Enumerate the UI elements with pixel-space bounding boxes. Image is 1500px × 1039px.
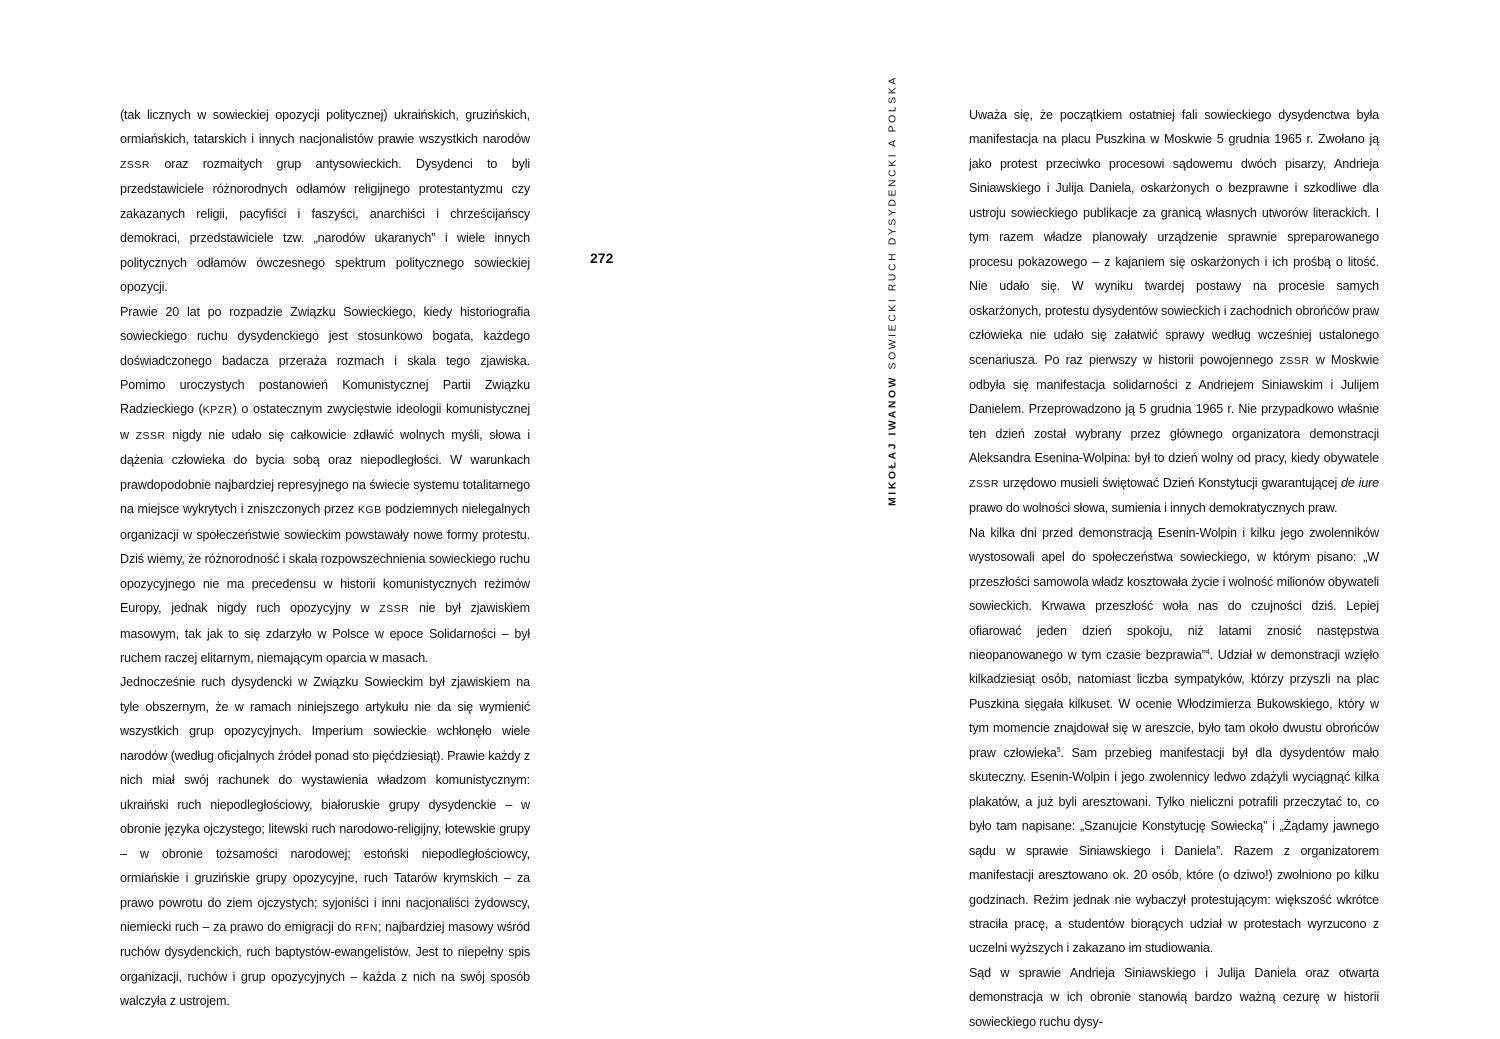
text-run: (tak licznych w sowieckiej opozycji politycznej) ukraińskich, gruzińskich, ormiańskich, tatarskich i innych nacjonalistów prawie wszystkich narodów	[120, 108, 530, 147]
text-run: nie był zjawiskiem masowym, tak jak to się zdarzyło w Polsce w epoce Solidarności – był ruchem raczej elitarnym, niemającym oparcia w masach.	[120, 601, 530, 665]
abbreviation: RFN	[354, 921, 378, 934]
paragraph	[120, 670, 530, 1013]
text-run: ) o ostatecznym zwycięstwie ideologii komunistycznej w	[120, 402, 530, 442]
abbreviation: ZSSR	[120, 158, 151, 171]
abbreviation: KGB	[357, 504, 382, 517]
abbreviation: ZSSR	[379, 603, 410, 616]
text-run: urzędowo musieli świętować Dzień Konstytucji gwarantującej	[999, 475, 1341, 490]
footnote-marker: 4	[1205, 648, 1210, 656]
text-run: Jednocześnie ruch dysydencki w Związku Sowieckim był zjawiskiem na tyle obszernym, że w ramach niniejszego artykułu nie da się wymienić wszystkich grup opozycyjnych. Imperium sowieckie wchłonęło wiele narodów (według oficjalnych źródeł ponad sto pięćdziesiąt). Prawie każdy z nich miał swój rachunek do wystawienia władzom komunistycznym: ukraiński ruch niepodległościowy, białoruskie grupy dysydenckie – w obronie języka ojczystego; litewski ruch narodowo-religijny, łotewskie grupy – w obronie tożsamości narodowej; estoński niepodległościowcy, ormiańskie i gruzińskie grupy opozycyjne, ruch Tatarów krymskich – za prawo powrotu do ziem ojczystych; syjoniści i inni nacjonaliści żydowscy, niemiecki ruch – za prawo do emigracji do	[120, 675, 530, 934]
text-run: . Udział w demonstracji wzięło kilkadziesiąt osób, natomiast liczba sympatyków, którzy przyszli na plac Puszkina sięgała kilkuset. W ocenie Włodzimierza Bukowskiego, który w tym momencie znajdował się w areszcie, było tam około dwustu obrońców praw człowieka	[969, 647, 1379, 760]
text-run: w Moskwie odbyła się manifestacja solidarności z Andriejem Siniawskim i Julijem Danielem. Przeprowadzono ją 5 grudnia 1965 r. Nie przypadkowo właśnie ten dzień został wybrany przez głównego organizatora demonstracji Aleksandra Esenina-Wolpina: był to dzień wolny od pracy, kiedy obywatele	[969, 352, 1379, 466]
running-head-author: MIKOŁAJ IWANOW	[887, 374, 899, 506]
abbreviation: ZSSR	[969, 477, 1000, 490]
text-run: prawo do wolności słowa, sumienia i innych demokratycznych praw.	[969, 501, 1338, 516]
running-head-title: SOWIECKI RUCH DYSYDENCKI A POLSKA	[887, 75, 899, 370]
paragraph	[969, 961, 1379, 1034]
text-run: oraz rozmaitych grup antysowieckich. Dysydenci to byli przedstawiciele różnorodnych odłamów religijnego protestantyzmu czy zakazanych religii, pacyfiści i faszyści, anarchiści i chrześcijańscy demokraci, przedstawiciele tzw. „narodów ukaranych” i wiele innych politycznych odłamów ówczesnego spektrum politycznego sowieckiej opozycji.	[120, 156, 530, 295]
text-run: . Sam przebieg manifestacji był dla dysydentów mało skuteczny. Esenin-Wolpin i jego zwolennicy ledwo zdążyli wyciągnąć kilka plakatów, a już byli aresztowani. Tylko nieliczni potrafili przeczytać to, co było tam napisane: „Szanujcie Konstytucję Sowiecką” i „Żądamy jawnego sądu w sprawie Siniawskiego i Daniela”. Razem z organizatorem manifestacji aresztowano ok. 20 osób, które (o dziwo!) zwolniono po kilku godzinach. Reżim jednak nie wybaczył protestującym: większość wkrótce straciła pracę, a studentów biorących udział w protestach wyrzucono z uczelni wyższych i zakazano im studiowania.	[969, 745, 1379, 956]
text-run: ; najbardziej masowy wśród ruchów dysydenckich, ruch baptystów-ewangelistów. Jest to niepełny spis organizacji, ruchów i grup opozycyjnych – każda z nich na swój sposób walczyła z ustrojem.	[120, 919, 530, 1009]
text-run: nigdy nie udało się całkowicie zdławić wolnych myśli, słowa i dążenia człowieka do bycia sobą oraz niepodległości. W warunkach prawdopodobnie najbardziej represyjnego na świecie systemu totalitarnego na miejsce wykrytych i zniszczonych przez	[120, 427, 530, 517]
text-run: Prawie 20 lat po rozpadzie Związku Sowieckiego, kiedy historiografia sowieckiego ruchu dysydenckiego jest stosunkowo bogata, każdego doświadczonego badacza przeraża rozmach i skala tego zjawiska. Pomimo uroczystych postanowień Komunistycznej Partii Związku Radzieckiego (	[120, 304, 530, 417]
paragraph	[969, 103, 1379, 521]
text-run: Na kilka dni przed demonstracją Esenin-Wolpin i kilku jego zwolenników wystosowali apel do społeczeństwa sowieckiego, w którym pisano: „W przeszłości samowola władz kosztowała życie i wolność milionów obywateli sowieckich. Krwawa przeszłość woła nas do czujności dziś. Lepiej ofiarować jeden dzień spokoju, niż latami znosić następstwa nieopanowanego w tym czasie bezprawia”	[969, 525, 1379, 662]
paragraph	[120, 103, 530, 300]
italic-phrase: de iure	[1341, 475, 1379, 490]
footnote-marker: 5	[1056, 746, 1061, 754]
abbreviation: KPZR	[202, 404, 233, 417]
text-run: Sąd w sprawie Andrieja Siniawskiego i Julija Daniela oraz otwarta demonstracja w ich obronie stanowią bardzo ważną cezurę w historii sowieckiego ruchu dysy-	[969, 965, 1379, 1029]
text-run: podziemnych nielegalnych organizacji w społeczeństwie sowieckim powstawały nowe formy protestu. Dziś wiemy, że różnorodność i skala rozpowszechnienia sowieckiego ruchu opozycyjnego nie ma precedensu w historii komunistycznych reżimów Europy, jednak nigdy ruch opozycyjny w	[120, 502, 530, 616]
right-text-column	[969, 103, 1379, 1034]
abbreviation: ZSSR	[135, 429, 166, 442]
abbreviation: ZSSR	[1279, 354, 1310, 367]
paragraph	[969, 521, 1379, 961]
left-text-column	[120, 103, 530, 1014]
paragraph	[120, 300, 530, 671]
page-number: 272	[590, 250, 614, 266]
text-run: Uważa się, że początkiem ostatniej fali sowieckiego dysydenctwa była manifestacja na placu Puszkina w Moskwie 5 grudnia 1965 r. Zwołano ją jako protest przeciwko procesowi sądowemu dwóch pisarzy, Andrieja Siniawskiego i Julija Daniela, oskarżonych o bezprawne i szkodliwe dla ustroju sowieckiego publikacje za granicą własnych utworów literackich. I tym razem władze planowały urządzenie sprawnie spreparowanego procesu pokazowego – z kajaniem się oskarżonych i ich prośbą o litość. Nie udało się. W wyniku twardej postawy na procesie samych oskarżonych, protestu dysydentów sowieckich i zachodnich obrońców praw człowieka nie udało się załatwić sprawy według wcześniej ustalonego scenariusza. Po raz pierwszy w historii powojennego	[969, 108, 1379, 367]
running-head	[887, 75, 899, 506]
